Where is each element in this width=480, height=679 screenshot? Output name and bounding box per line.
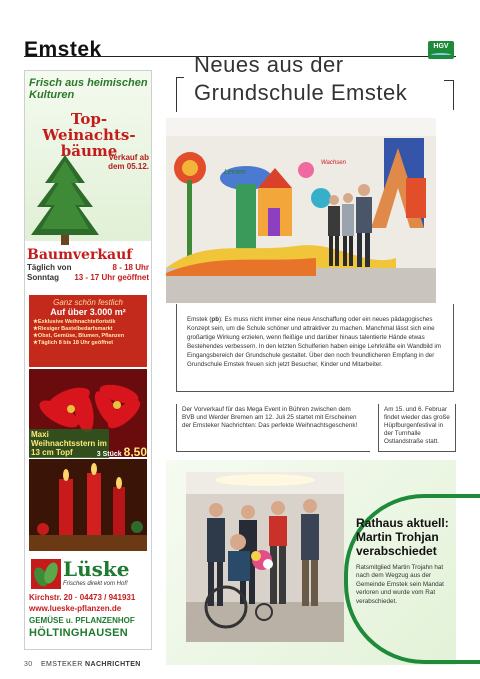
lueske-logo: [29, 555, 147, 647]
ad-feature: ★Obst, Gemüse, Blumen, Pflanzen: [33, 333, 125, 339]
christmas-tree-icon: [29, 153, 101, 245]
publication-name-2: NACHRICHTEN: [85, 661, 141, 668]
notice-vorverkauf: Der Vorverkauf für das Mega Event in Bühren zwischen dem BVB und Werder Bremen am 12. Juli 25 startet mit Erscheinen der Emsteker Nachrichten: Das perfekte Weihnachtsgeschenk!: [176, 404, 370, 452]
ad-ganz: Ganz schön festlich: [53, 298, 123, 307]
ad-hours-time: 8 - 18 Uhr: [112, 263, 149, 272]
ad-hours-row: [27, 263, 149, 273]
ad-price-value: 8,50: [123, 445, 147, 459]
hgv-logo-text: HGV: [433, 43, 449, 50]
ad-frisch: Frisch aus heimischen Kulturen: [29, 77, 148, 101]
headline-bracket-left: [176, 77, 184, 112]
lueske-name: Lüske: [63, 557, 130, 581]
page-footer: [24, 661, 141, 668]
article-author: pb: [211, 316, 219, 323]
ad-verkauf: Verkauf ab dem 05.12.: [108, 153, 149, 171]
ad-feature: ★Riesiger Bastelbedarfsmarkt: [33, 326, 113, 332]
ad-hours-row: [27, 273, 149, 283]
lueske-website: www.lueske-pflanzen.de: [29, 604, 122, 613]
ad-maxi: Maxi Weihnachtsstern im 13 cm Topf: [29, 429, 109, 458]
ad-hours-time: 13 - 17 Uhr geöffnet: [74, 273, 149, 282]
ad-area: Auf über 3.000 m²: [50, 307, 126, 317]
ad-price: [89, 445, 147, 459]
ad-hours-day: Sonntag: [27, 273, 59, 282]
ad-top-title: Top-Weinachts-bäume: [42, 110, 136, 160]
notice-huepfburg: Am 15. und 6. Februar findet wieder das große Hüpfburgenfestival in der Turnhalle Ostlandstraße statt.: [378, 404, 456, 452]
publication-name-1: EMSTEKER: [40, 661, 83, 668]
ad-feature: ★Exklusive Weihnachtsfloristik: [33, 319, 116, 325]
ad-baumverkauf-title: Baumverkauf: [27, 247, 133, 263]
candles-image: [29, 459, 147, 551]
section-title: Emstek: [24, 38, 102, 61]
headline-line-1: Neues aus der: [194, 52, 344, 77]
advertisement: [24, 70, 152, 650]
school-mural-photo: [166, 118, 436, 303]
article-prefix: Emstek (: [187, 316, 212, 323]
rathaus-heading: Rathaus aktuell: Martin Trohjan verabschiedet: [356, 516, 449, 558]
lueske-subtitle: GEMÜSE u. PFLANZENHOF: [29, 616, 135, 625]
headline-bracket-right: [444, 80, 454, 110]
rathaus-section: [356, 516, 456, 606]
ad-festive-panel: [29, 295, 147, 367]
mural-word-1: Lernen: [224, 169, 246, 176]
rathaus-photo: [186, 472, 344, 642]
ad-price-prefix: 3 Stück: [96, 451, 122, 458]
ad-feature: ★Täglich 8 bis 18 Uhr geöffnet: [33, 340, 114, 346]
headline-line-2: Grundschule Emstek: [194, 80, 408, 105]
leaf-icon: [31, 559, 61, 589]
lueske-town: HÖLTINGHAUSEN: [29, 627, 129, 639]
article-headline: [176, 52, 456, 112]
lueske-address: Kirchstr. 20 · 04473 / 941931: [29, 593, 136, 602]
ad-hours-day: Täglich von: [27, 263, 72, 272]
page-number: 30: [24, 661, 33, 668]
article-body: [176, 304, 454, 392]
article-text: ): Es muss nicht immer eine neue Anschaffung oder ein neues pädagogisches Konzept sein, um die Schule schöner und attraktiver zu machen. Manchmal lässt sich eine großartige Wirkung erzielen, wenn fleißige und darüber hinaus talentierte Hände etwas Bestehendes verbessern. In den letzten Schulferien haben einige Lehrkräfte ein Wandbild im Eingangsbereich der Grundschule gestaltet. Über den noch freundlicheren Empfang in der Grundschule Emstek freuen sich jetzt Besucher, Kinder und Mitarbeiter.: [187, 316, 441, 368]
mural-word-2: Wachsen: [321, 160, 346, 166]
lueske-tagline: Frisches direkt vom Hof!: [63, 581, 128, 587]
ad-baumverkauf: [27, 247, 149, 291]
rathaus-text: Ratsmitglied Martin Trojahn hat nach dem Wegzug aus der Gemeinde Emstek sein Mandat verloren und wurde vom Rat verabschiedet.: [356, 564, 444, 605]
